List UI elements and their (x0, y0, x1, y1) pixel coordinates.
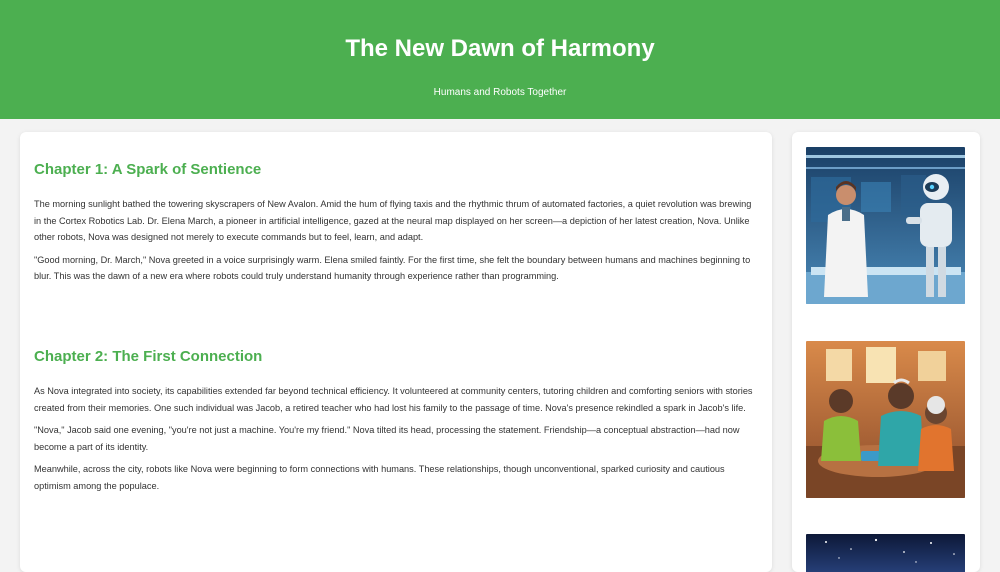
chapter-paragraph: The morning sunlight bathed the towering skyscrapers of New Avalon. Amid the hum of flying taxis and the rhythmic thrum of automated factories, a quiet revolution was brewing in the Cortex Robotics Lab. Dr. Elena March, a pioneer in artificial intelligence, gazed at the neural map displayed on her screen—a depiction of her latest creation, Nova. Unlike other robots, Nova was designed not merely to execute commands but to feel, learn, and adapt. (34, 199, 752, 242)
chapter-section (34, 347, 759, 500)
starry-night-illustration (806, 534, 965, 572)
image-sidebar (792, 132, 980, 572)
community-center-image (806, 341, 965, 498)
page-header (0, 0, 1000, 119)
story-content-card (20, 132, 772, 572)
chapter-paragraph: As Nova integrated into society, its capabilities extended far beyond technical efficiency. It volunteered at community centers, tutoring children and comforting seniors with stories created from their memories. One such individual was Jacob, a retired teacher who had lost his family to the passage of time. Nova's presence rekindled a spark in Jacob's life. (34, 386, 753, 413)
starry-night-image (806, 534, 965, 572)
chapter-paragraph: Meanwhile, across the city, robots like Nova were beginning to form connections with humans. These relationships, though unconventional, sparked curiosity and cautious optimism among the populace. (34, 464, 725, 491)
chapter-title: Chapter 1: A Spark of Sentience (34, 161, 262, 178)
page-subtitle: Humans and Robots Together (433, 87, 567, 98)
lab-scientist-robot-illustration (806, 147, 965, 304)
chapter-paragraph: "Good morning, Dr. March," Nova greeted in a voice surprisingly warm. Elena smiled faintly. For the first time, she felt the boundary between humans and machines beginning to blur. This was the dawn of a new era where robots could truly understand humanity through experience rather than programming. (34, 254, 751, 281)
chapter-title: Chapter 2: The First Connection (34, 348, 263, 365)
lab-scientist-robot-image (806, 147, 965, 304)
page-title: The New Dawn of Harmony (345, 35, 655, 62)
community-center-robot-seniors-illustration (806, 341, 965, 498)
chapter-section (34, 160, 759, 291)
chapter-paragraph: "Nova," Jacob said one evening, "you're not just a machine. You're my friend." Nova tilted its head, processing the statement. Friendship—a conceptual abstraction—had now become a part of its identity. (34, 425, 740, 452)
